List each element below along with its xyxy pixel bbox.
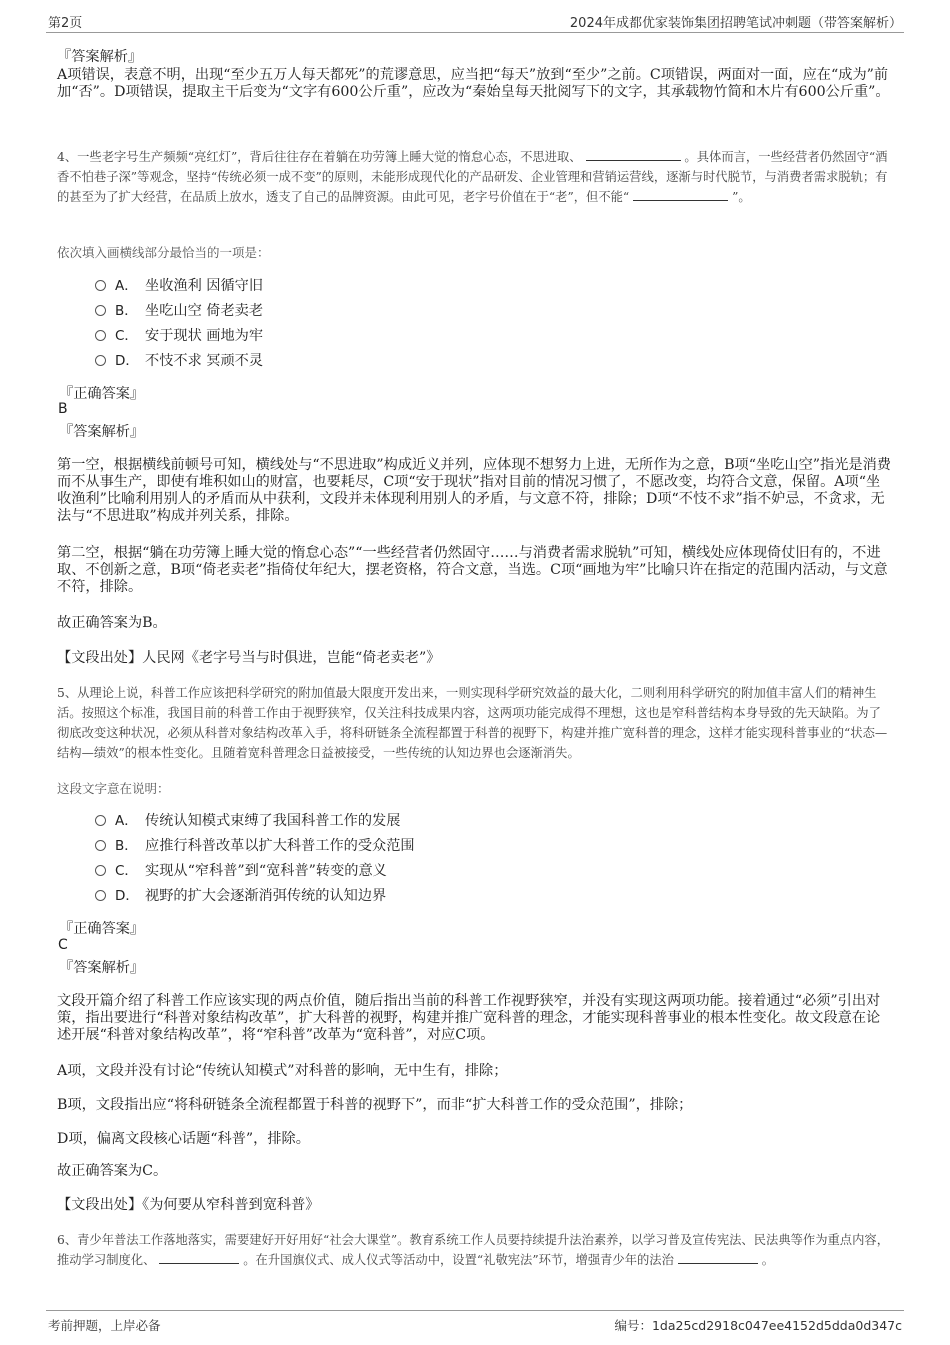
q5-correct-answer: C xyxy=(58,937,68,953)
radio-icon[interactable] xyxy=(95,840,106,851)
q4-prompt: 依次填入画横线部分最恰当的一项是： xyxy=(57,245,270,260)
q5-correct-label: 『正确答案』 xyxy=(59,921,145,937)
radio-icon[interactable] xyxy=(95,890,106,901)
option-text: 实现从“窄科普”到“宽科普”转变的意义 xyxy=(145,863,387,879)
option-letter: A． xyxy=(115,813,138,829)
option-text: 不忮不求 冥顽不灵 xyxy=(145,353,264,369)
option-letter: D． xyxy=(115,353,139,369)
q5-option-b[interactable] xyxy=(95,836,415,856)
option-letter: D． xyxy=(115,888,139,904)
q5-option-c[interactable] xyxy=(95,861,387,881)
q5-analysis-d: D项，偏离文段核心话题“科普”，排除。 xyxy=(57,1131,310,1147)
radio-icon[interactable] xyxy=(95,305,106,316)
page-number: 第2页 xyxy=(48,16,83,31)
q4-stem xyxy=(57,147,893,207)
q6-blank-2 xyxy=(678,1262,758,1264)
option-text: 传统认知模式束缚了我国科普工作的发展 xyxy=(145,813,401,829)
q4-analysis-label: 『答案解析』 xyxy=(59,424,145,440)
option-text: 安于现状 画地为牢 xyxy=(145,328,264,344)
q6-stem-part3: 。 xyxy=(761,1253,775,1267)
option-letter: A． xyxy=(115,278,138,294)
radio-icon[interactable] xyxy=(95,815,106,826)
q3-analysis-label: 『答案解析』 xyxy=(57,49,143,65)
q5-stem: 5、从理论上说，科普工作应该把科学研究的附加值最大限度开发出来，一则实现科学研究效益的最大化，二则利用科学研究的附加值丰富人们的精神生活。按照这个标准，我国目前的科普工作由于视野狭窄，仅关注科技成果内容，这两项功能完成得不理想，这也是窄科普结构本身导致的先天缺陷。为了彻底改变这种状况，必须从科普对象结构改革入手，将科研链条全流程都置于科普的视野下，构建并推广宽科普的理念，这样才能实现科普事业的“状态—结构—绩效”的根本性变化。且随着宽科普理念日益被接受，一些传统的认知边界也会逐渐消失。 xyxy=(57,686,888,760)
footer-note: 考前押题，上岸必备 xyxy=(48,1318,161,1333)
option-text: 视野的扩大会逐渐消弭传统的认知边界 xyxy=(145,888,387,904)
q4-conclusion: 故正确答案为B。 xyxy=(57,615,167,631)
q4-option-a[interactable] xyxy=(95,276,263,296)
q3-analysis-text: A项错误，表意不明，出现“至少五万人每天都死”的荒谬意思，应当把“每天”放到“至少”之前。C项错误，两面对一面，应在“成为”前加“否”。D项错误，提取主干后变为“文字有600公斤重”，应改为“秦始皇每天批阅写下的文字，其承载物竹简和木片有600公斤重”。 xyxy=(57,67,890,100)
q5-conclusion: 故正确答案为C。 xyxy=(57,1163,168,1179)
page-header xyxy=(46,12,904,34)
q4-option-d[interactable] xyxy=(95,351,263,371)
q5-option-a[interactable] xyxy=(95,811,400,831)
q6-stem xyxy=(57,1230,893,1270)
footer-divider xyxy=(46,1310,904,1311)
q4-blank-1 xyxy=(586,159,681,161)
q5-analysis-label: 『答案解析』 xyxy=(59,960,145,976)
option-letter: C． xyxy=(115,863,138,879)
option-letter: B． xyxy=(115,303,138,319)
q5-source: 【文段出处】《为何要从窄科普到宽科普》 xyxy=(57,1197,320,1213)
q4-option-b[interactable] xyxy=(95,301,263,321)
q6-stem-part1: 6、青少年普法工作落地落实，需要建好开好用好“社会大课堂”。教育系统工作人员要持续提升法治素养，以学习普及宣传宪法、民法典等作为重点内容，推动学习制度化、 xyxy=(57,1233,889,1267)
q6-stem-part2: 。在升国旗仪式、成人仪式等活动中，设置“礼敬宪法”环节，增强青少年的法治 xyxy=(243,1253,674,1267)
q5-analysis-a: A项，文段并没有讨论“传统认知模式”对科普的影响，无中生有，排除； xyxy=(57,1063,508,1079)
q4-option-c[interactable] xyxy=(95,326,263,346)
radio-icon[interactable] xyxy=(95,330,106,341)
q6-blank-1 xyxy=(159,1262,239,1264)
q4-stem-part1: 4、一些老字号生产频频“亮红灯”，背后往往存在着躺在功劳簿上睡大觉的惰怠心态，不思进取、 xyxy=(57,150,582,164)
q4-correct-label: 『正确答案』 xyxy=(59,386,145,402)
option-letter: B． xyxy=(115,838,138,854)
document-code: 编号：1da25cd2918c047ee4152d5dda0d347c xyxy=(614,1318,902,1333)
radio-icon[interactable] xyxy=(95,865,106,876)
q4-analysis-p1: 第一空，根据横线前顿号可知，横线处与“不思进取”构成近义并列，应体现不想努力上进，无所作为之意，B项“坐吃山空”指光是消费而不从事生产，即使有堆积如山的财富，也要耗尽，C项“安于现状”指对目前的情况习惯了，不愿改变，均符合文意，保留。A项“坐收渔利”比喻利用别人的矛盾而从中获利，文段并未体现利用别人的矛盾，与文意不符，排除；D项“不忮不求”指不妒忌，不贪求，无法与“不思进取”构成并列关系，排除。 xyxy=(57,457,891,524)
q5-analysis-p1: 文段开篇介绍了科普工作应该实现的两点价值，随后指出当前的科普工作视野狭窄，并没有实现这两项功能。接着通过“必须”引出对策，指出要进行“科普对象结构改革”，扩大科普的视野，构建并推广宽科普的理念，才能实现科普事业的根本性变化。故文段意在论述开展“科普对象结构改革”，将“窄科普”改革为“宽科普”，对应C项。 xyxy=(57,993,881,1043)
header-divider xyxy=(46,32,904,33)
q5-analysis-b: B项，文段指出应“将科研链条全流程都置于科普的视野下”，而非“扩大科普工作的受众范围”，排除； xyxy=(57,1097,693,1113)
q4-correct-answer: B xyxy=(58,401,68,417)
q5-option-d[interactable] xyxy=(95,886,386,906)
page-footer xyxy=(46,1310,904,1340)
option-text: 坐吃山空 倚老卖老 xyxy=(145,303,264,319)
radio-icon[interactable] xyxy=(95,355,106,366)
radio-icon[interactable] xyxy=(95,280,106,291)
q4-stem-part3: ”。 xyxy=(732,190,751,204)
option-text: 坐收渔利 因循守旧 xyxy=(145,278,264,294)
document-title: 2024年成都优家装饰集团招聘笔试冲刺题（带答案解析） xyxy=(569,16,902,31)
q5-prompt: 这段文字意在说明： xyxy=(57,781,170,796)
q4-stem-part2: 。具体而言，一些经营者仍然固守“酒香不怕巷子深”等观念，坚持“传统必须一成不变”的原则，未能形成现代化的产品研发、企业管理和营销运营线，逐渐与时代脱节，与消费者需求脱轨；有的甚至为了扩大经营，在品质上放水，透支了自己的品牌资源。由此可见，老字号价值在于“老”，但不能“ xyxy=(57,150,888,204)
q4-analysis-p2: 第二空，根据“躺在功劳簿上睡大觉的惰怠心态”“一些经营者仍然固守……与消费者需求脱轨”可知，横线处应体现倚仗旧有的，不进取、不创新之意，B项“倚老卖老”指倚仗年纪大，摆老资格，符合文意，当选。C项“画地为牢”比喻只许在指定的范围内活动，与文意不符，排除。 xyxy=(57,545,888,595)
option-letter: C． xyxy=(115,328,138,344)
q4-source: 【文段出处】人民网《老字号当与时俱进，岂能“倚老卖老”》 xyxy=(57,650,441,666)
q4-blank-2 xyxy=(633,199,728,201)
option-text: 应推行科普改革以扩大科普工作的受众范围 xyxy=(145,838,415,854)
